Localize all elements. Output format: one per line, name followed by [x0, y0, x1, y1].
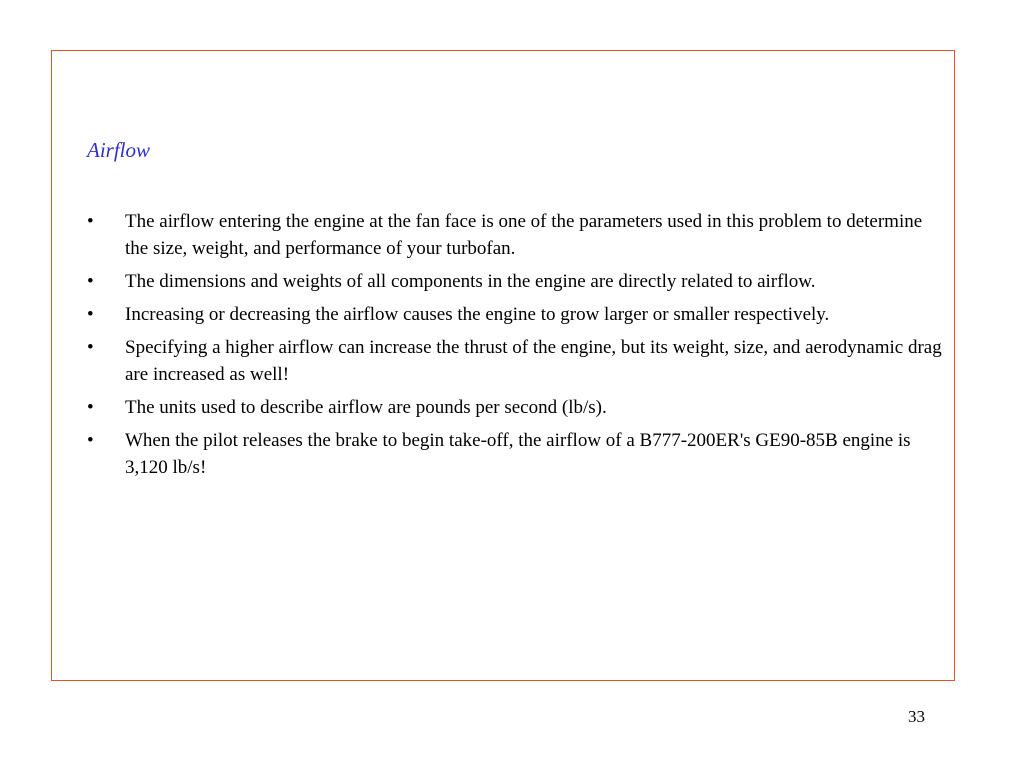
bullet-text: The airflow entering the engine at the fan face is one of the parameters used in this problem to determine the size, weight, and performance of your turbofan.	[125, 211, 923, 259]
bullet-mark: •	[87, 430, 94, 451]
bullet-item	[87, 394, 947, 421]
bullet-item	[87, 268, 947, 295]
bullet-item	[87, 334, 947, 388]
bullet-mark: •	[87, 211, 94, 232]
bullet-item	[87, 427, 947, 481]
bullet-mark: •	[87, 337, 94, 358]
bullet-item	[87, 208, 947, 262]
bullet-list	[87, 208, 947, 487]
bullet-text: Specifying a higher airflow can increase the thrust of the engine, but its weight, size, and aerodynamic drag are increased as well!	[125, 337, 942, 385]
bullet-item	[87, 301, 947, 328]
bullet-text: When the pilot releases the brake to begin take-off, the airflow of a B777-200ER's GE90-85B engine is 3,120 lb/s!	[125, 430, 911, 478]
bullet-text: The dimensions and weights of all components in the engine are directly related to airflow.	[125, 271, 816, 292]
page-number: 33	[908, 707, 925, 726]
bullet-mark: •	[87, 304, 94, 325]
bullet-text: The units used to describe airflow are pounds per second (lb/s).	[125, 397, 607, 418]
slide-title: Airflow	[87, 138, 151, 162]
bullet-mark: •	[87, 271, 94, 292]
bullet-mark: •	[87, 397, 94, 418]
bullet-text: Increasing or decreasing the airflow causes the engine to grow larger or smaller respectively.	[125, 304, 830, 325]
